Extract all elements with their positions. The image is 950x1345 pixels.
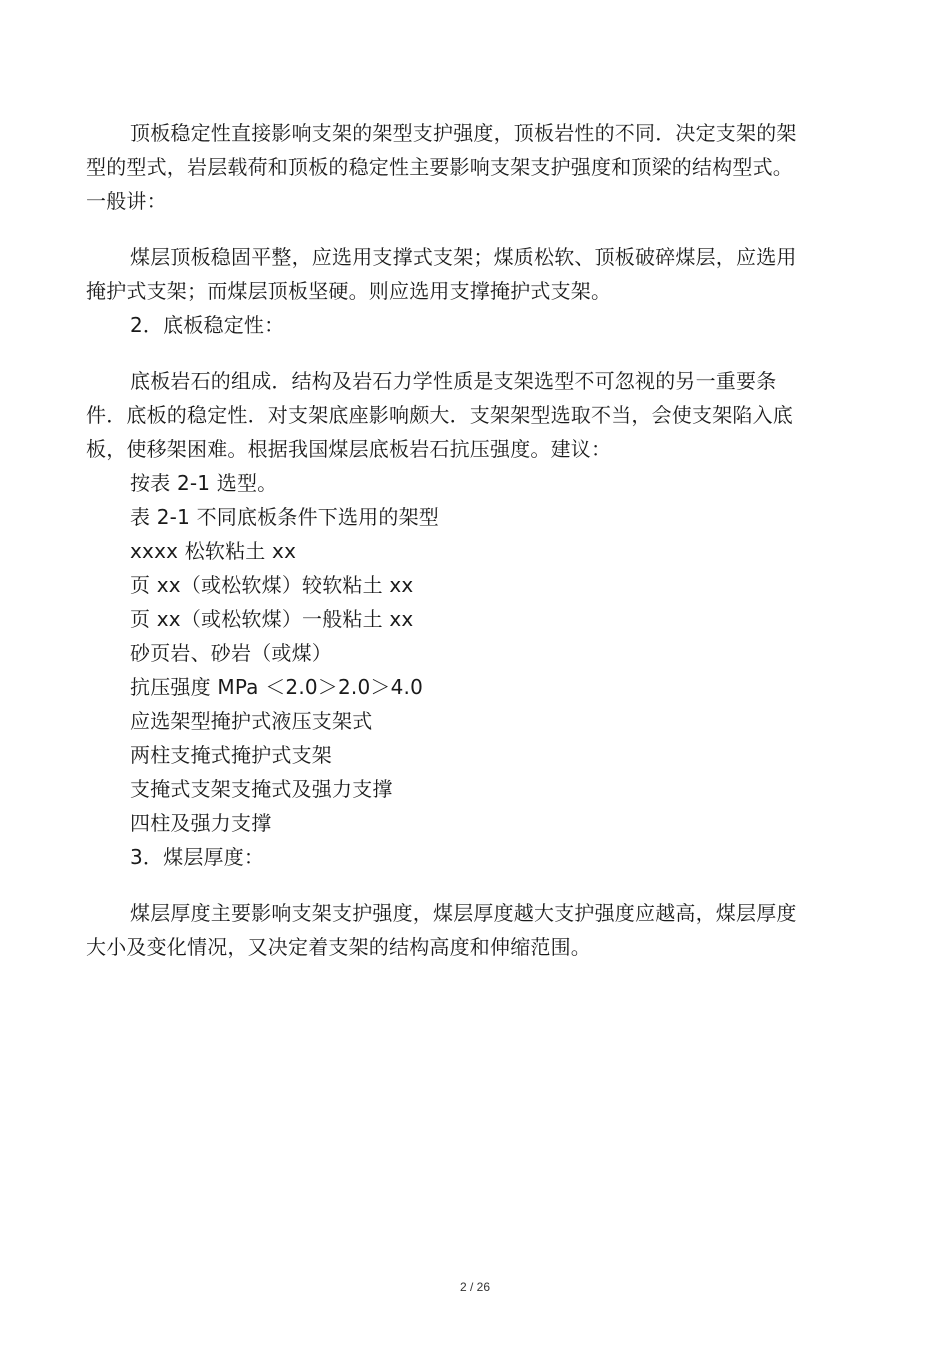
section-heading-floor-stability: 2．底板稳定性： bbox=[130, 313, 285, 337]
table-line-5: 抗压强度 MPa ＜2.0＞2.0＞4.0 bbox=[130, 675, 424, 699]
paragraph-floor-rock: 底板岩石的组成．结构及岩石力学性质是支架选型不可忽视的另一重要条件．底板的稳定性．对支架底座影响颇大．支架架型选取不当，会使支架陷入底板，使移架困难。根据我国煤层底板岩石抗压强度。建议： bbox=[86, 369, 793, 461]
page-number: 2 / 26 bbox=[459, 1280, 491, 1294]
table-line-9: 四柱及强力支撑 bbox=[130, 811, 272, 835]
paragraph-roof-stability: 顶板稳定性直接影响支架的架型支护强度，顶板岩性的不同．决定支架的架型的型式，岩层载荷和顶板的稳定性主要影响支架支护强度和顶梁的结构型式。一般讲： bbox=[86, 121, 797, 213]
table-line-8: 支掩式支架支掩式及强力支撑 bbox=[130, 777, 393, 801]
table-line-1: xxxx 松软粘土 xx bbox=[130, 539, 297, 563]
page-content bbox=[86, 116, 802, 964]
table-line-2: 页 xx（或松软煤）较软粘土 xx bbox=[130, 573, 414, 597]
table-line-6: 应选架型掩护式液压支架式 bbox=[130, 709, 373, 733]
paragraph-table-reference: 按表 2-1 选型。 bbox=[130, 471, 278, 495]
table-line-3: 页 xx（或松软煤）一般粘土 xx bbox=[130, 607, 414, 631]
table-line-7: 两柱支掩式掩护式支架 bbox=[130, 743, 332, 767]
section-heading-seam-thickness: 3．煤层厚度： bbox=[130, 845, 265, 869]
paragraph-seam-thickness: 煤层厚度主要影响支架支护强度，煤层厚度越大支护强度应越高，煤层厚度大小及变化情况，又决定着支架的结构高度和伸缩范围。 bbox=[86, 901, 797, 959]
paragraph-roof-support-selection: 煤层顶板稳固平整，应选用支撑式支架；煤质松软、顶板破碎煤层，应选用掩护式支架；而煤层顶板坚硬。则应选用支撑掩护式支架。 bbox=[86, 245, 797, 303]
table-caption: 表 2-1 不同底板条件下选用的架型 bbox=[130, 505, 439, 529]
table-line-4: 砂页岩、砂岩（或煤） bbox=[130, 641, 332, 665]
